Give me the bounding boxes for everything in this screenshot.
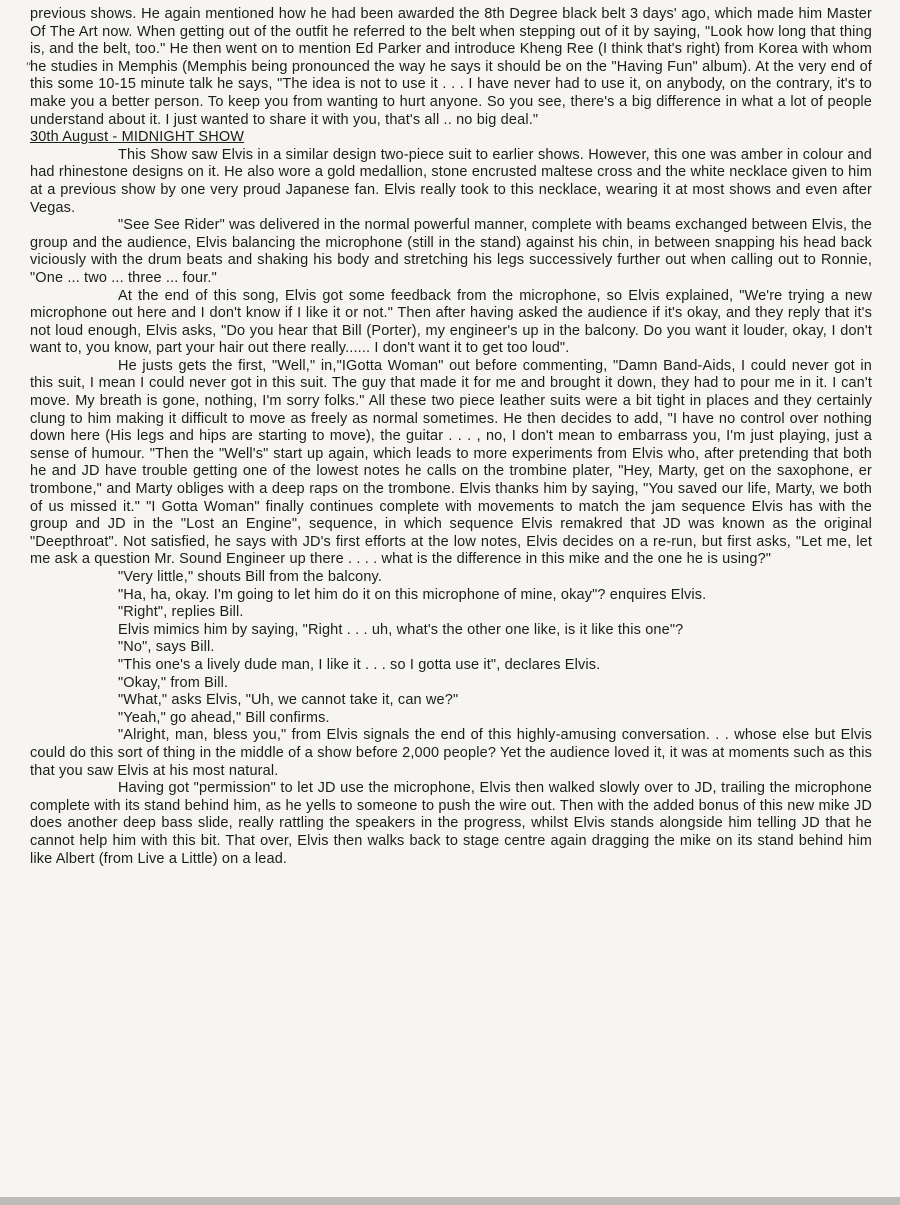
paragraph: At the end of this song, Elvis got some feedback from the microphone, so Elvis explained, "We're trying a new microphone out here and I don't know if I like it or not." Then after having asked the audience if it's okay, and they reply that it's not loud enough, Elvis asks, "Do you hear that Bill (Porter), my engineer's up in the balcony. Do you want it louder, okay, I don't want to, you know, part your hair out there really...... I don't want it to get too loud". (30, 287, 872, 357)
dialogue-line: "Ha, ha, okay. I'm going to let him do it on this microphone of mine, okay"? enquires Elvis. (118, 586, 707, 603)
dialogue-line: "Very little," shouts Bill from the balcony. (118, 569, 383, 585)
dialogue-line: "Right", replies Bill. (118, 604, 244, 621)
section-heading-line (30, 129, 872, 147)
page-bottom-edge (0, 1197, 900, 1205)
dialogue-line: "No", says Bill. (118, 639, 215, 656)
dialogue-line: "Okay," from Bill. (118, 674, 229, 691)
dialogue-line: "Yeah," go ahead," Bill confirms. (118, 709, 330, 726)
dialogue-line: Elvis mimics him by saying, "Right . . . uh, what's the other one like, is it like this one"? (118, 621, 684, 638)
dialogue-line: "Alright, man, bless you," from Elvis signals the end of this highly-amusing conversation. . . whose else but Elvis could do this sort of thing in the middle of a show before 2,000 people? Yet the audience loved it, it was at moments such as this that you saw Elvis at his most natural. (30, 727, 872, 779)
section-heading-title: MIDNIGHT SHOW (121, 129, 245, 146)
paragraph: "See See Rider" was delivered in the normal powerful manner, complete with beams exchanged between Elvis, the group and the audience, Elvis balancing the microphone (still in the stand) against his chin, in between snapping his head back viciously with the drum beats and shaking his body and stretching his legs successively further out when calling out to Ronnie, "One ... two ... three ... four." (30, 217, 872, 286)
paragraph: Having got "permission" to let JD use the microphone, Elvis then walked slowly over to JD, trailing the microphone complete with its stand behind him, as he yells to someone to push the wire out. Then with the added bonus of this new mike JD does another deep bass slide, really rattling the speakers in the progress, whilst Elvis stands alongside him telling JD that he cannot help him with this bit. That over, Elvis then walks back to stage centre again dragging the mike on its stand behind him like Albert (from Live a Little) on a lead. (30, 780, 872, 867)
document-body (30, 6, 872, 868)
paragraph: previous shows. He again mentioned how he had been awarded the 8th Degree black belt 3 days' ago, which made him Master Of The Art now. When getting out of the outfit he referred to the belt when stepping out of it by saying, "Look how long that thing is, and the belt, too." He then went on to mention Ed Parker and introduce Kheng Ree (I think that's right) from Korea with whom he studies in Memphis (Memphis being pronounced the way he says it should be on the "Having Fun" album). At the very end of this some 10-15 minute talk he says, "The idea is not to use it . . . I have never had to use it, on anybody, on the contrary, it's to make you a better person. To keep you from wanting to hurt anyone. So you see, there's a big difference in what a lot of people understand about it. I just wanted to share it with you, that's all .. no big deal." (30, 6, 872, 128)
dialogue-line: "This one's a lively dude man, I like it . . . so I gotta use it", declares Elvis. (118, 656, 601, 673)
paragraph: He justs gets the first, "Well," in,"IGotta Woman" out before commenting, "Damn Band-Aids, I could never got in this suit, I mean I could never got in this suit. The guy that made it for me and brought it down, they had to pour me in it. I can't move. My breath is gone, nothing, I'm sorry folks." All these two piece leather suits were a bit tight in places and they certainly clung to him making it difficult to move as freely as normal sometimes. He then decides to add, "I have no control over nothing down here (His legs and hips are starting to move), the guitar . . . , no, I don't mean to embarrass you, I'm just playing, just a sense of humour. "Then the "Well's" start up again, which leads to more experiments from Elvis who, after pretending that both he and JD have trouble getting one of the lowest notes he calls on the trombine plater, "Hey, Marty, get on the saxophone, er trombone," and Marty obliges with a deep raps on the trombone. Elvis thanks him by saying, "You saved our life, Marty, we both of us missed it." "I Gotta Woman" finally continues complete with movements to match the jam sequence Elvis has with the group and JD in the "Lost an Engine", sequence, in which sequence Elvis remakred that JD was known as the original "Deepthroat". Not satisfied, he says with JD's first efforts at the low notes, Elvis decides on a re-run, but first asks, "Let me, let me ask a question Mr. Sound Engineer up there . . . . what is the difference in this mike and the one he is using?" (30, 357, 872, 568)
section-heading-separator: - (108, 129, 122, 146)
section-heading-date: 30th August (30, 129, 109, 146)
margin-mark: ʺ (26, 59, 31, 74)
dialogue-line: "What," asks Elvis, "Uh, we cannot take it, can we?" (118, 692, 459, 709)
paragraph: This Show saw Elvis in a similar design two-piece suit to earlier shows. However, this one was amber in colour and had rhinestone designs on it. He also wore a gold medallion, stone encrusted maltese cross and the white necklace given to him at a previous show by one very proud Japanese fan. Elvis really took to this necklace, wearing it at most shows and even after Vegas. (30, 146, 872, 216)
